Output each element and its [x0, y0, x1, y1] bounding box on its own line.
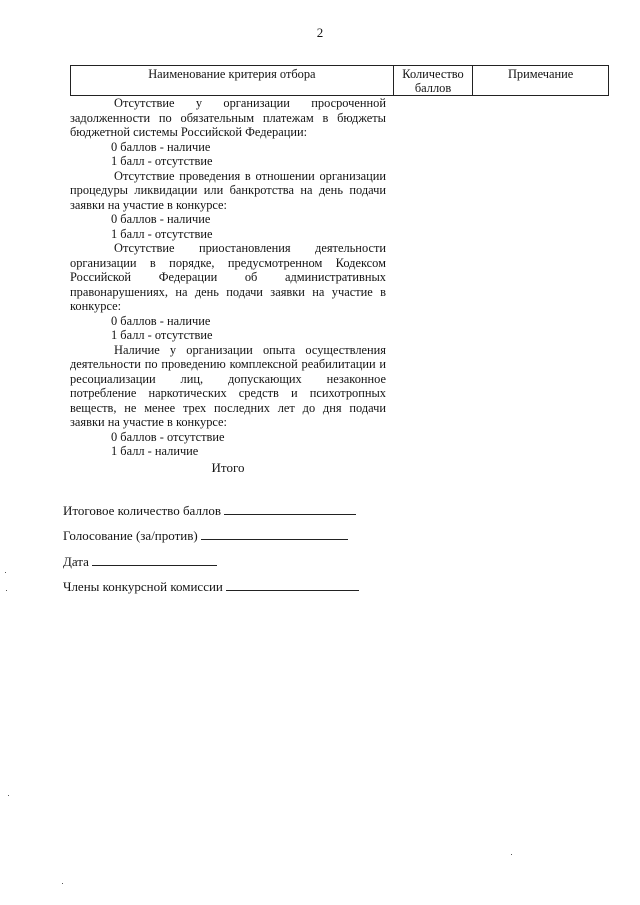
date-label: Дата	[63, 554, 89, 569]
criteria-table-header	[70, 65, 609, 96]
scan-speck	[5, 572, 6, 573]
criterion-description: Отсутствие проведения в отношении организации процедуры ликвидации или банкротства на день подачи заявки на участие в конкурсе:	[70, 168, 386, 212]
date-line	[63, 553, 217, 570]
scan-speck	[62, 883, 63, 884]
criterion-4	[70, 343, 386, 459]
total-points-line	[63, 502, 356, 519]
score-option: 1 балл - отсутствие	[111, 226, 213, 241]
voting-label: Голосование (за/против)	[63, 528, 198, 543]
score-option: 1 балл - отсутствие	[111, 154, 213, 168]
criterion-description: Отсутствие у организации просроченной задолженности по обязательным платежам в бюджеты бюджетной системы Российской Федерации:	[70, 96, 386, 139]
commission-members-blank	[226, 578, 359, 591]
criteria-list	[70, 96, 386, 475]
scan-speck	[8, 795, 9, 796]
commission-members-line	[63, 578, 359, 595]
total-points-blank	[224, 502, 356, 515]
table-header-row	[71, 66, 609, 96]
total-label: Итого	[211, 459, 245, 475]
score-option: 1 балл - наличие	[111, 444, 199, 458]
page-number: 2	[316, 25, 324, 40]
scan-speck	[511, 854, 512, 855]
total-points-label: Итоговое количество баллов	[63, 503, 222, 518]
score-option: 0 баллов - наличие	[111, 313, 211, 328]
scan-speck	[6, 590, 7, 591]
voting-line	[63, 527, 348, 544]
score-option: 0 баллов - наличие	[111, 139, 211, 154]
score-option: 1 балл - отсутствие	[111, 328, 213, 342]
header-note: Примечание	[473, 66, 609, 96]
criterion-description: Наличие у организации опыта осуществления деятельности по проведению комплексной реабилитации и ресоциализации лиц, допускающих незаконное потребление наркотических средств и психотропных веществ, не менее трех последних лет до дня подачи заявки на участие в конкурсе:	[70, 342, 386, 429]
score-option: 0 баллов - наличие	[111, 212, 211, 226]
header-points-count: Количество баллов	[393, 66, 472, 96]
criterion-description: Отсутствие приостановления деятельности организации в порядке, предусмотренном Кодексом Российской Федерации об административных правонарушениях, на день подачи заявки на участие в конкурсе:	[70, 241, 386, 313]
criterion-3	[70, 241, 386, 343]
header-criterion-name: Наименование критерия отбора	[71, 66, 394, 96]
criterion-2	[70, 169, 386, 242]
date-blank	[92, 553, 217, 566]
commission-members-label: Члены конкурсной комиссии	[63, 579, 223, 594]
criterion-1	[70, 96, 386, 169]
score-option: 0 баллов - отсутствие	[111, 429, 225, 444]
voting-blank	[201, 527, 348, 540]
